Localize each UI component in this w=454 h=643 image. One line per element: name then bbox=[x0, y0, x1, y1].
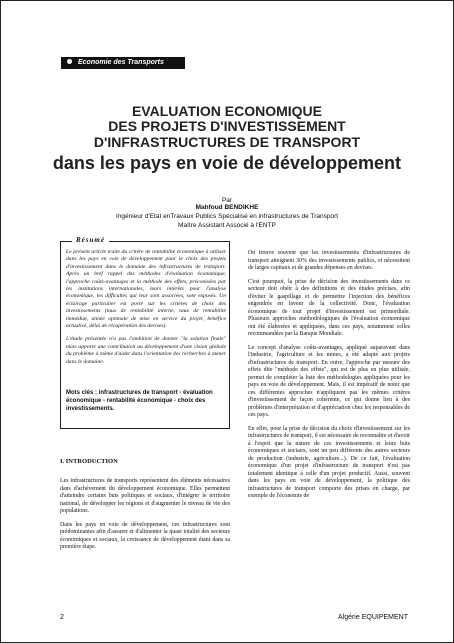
author-role-1: Ingénieur d'Etat enTravaux Publics Spécialisé en infrastructures de Transport bbox=[115, 213, 339, 220]
page-number: 2 bbox=[60, 614, 64, 621]
abstract-text bbox=[66, 249, 226, 372]
author-name: Mahfoud BENDIKHE bbox=[195, 204, 259, 211]
abstract-heading: Résumé bbox=[72, 236, 109, 244]
left-paragraph-2: Dans les pays en voie de développement, ces infrastructures sont prédominantes afin d'assurer et d'alimenter la quasi totalité des secteurs économiques et sociaux, la croissance de développement étant dans sa première étape. bbox=[60, 521, 230, 550]
keywords: Mots clés : infrastructures de transport - évaluation économique - rentabilité économique - choix des investissements. bbox=[66, 390, 213, 412]
abstract-paragraph-1: Le présent article traite du critère de rentabilité économique à utiliser dans les pays en voie de développement pour le choix des projets d'investissement dans le domaine des infrastructures de transport. Après un bref rappel des méthodes d'évaluation économique, l'approche coûts-avantages et la méthode des effets, préconisées par les institutions internationales, leurs intérêts pour l'analyse économique, les difficultés qui leur sont associées, sont exposés. Un éclairage particulier est porté sur les critères de choix des investissements (taux de rentabilité interne, taux de rentabilité immédiat, année optimale de mise en service du projet, bénéfice actualisé, délai de récupération des devises). bbox=[66, 249, 226, 330]
right-paragraph-1: On trouve souvent que les investissements d'infrastructures de transport atteignent 30% des investissements publics, et nécessitent de larges capitaux et de grandes dépenses en devises. bbox=[248, 250, 410, 271]
left-paragraph-1: Les infrastructures de transports représentent des éléments nécessaires dans d'achèvement du développement économique. Elles permettent d'atteindre certains buts politiques et sociaux, d'intégrer le territoire national, de développer les régions et d'augmenter le niveau de vie des populations. bbox=[60, 478, 230, 514]
right-column bbox=[248, 250, 410, 507]
author-par: Par bbox=[221, 197, 233, 204]
section-banner bbox=[61, 57, 185, 69]
right-paragraph-4: En effet, pour la prise de décision du choix d'investissement sur les infrastructures de transport, il est nécessaire de reconnaître et d'avoir à l'esprit que la nature de ces investissements et leurs buts économiques et sociaux, sont un peu différents des autres secteurs de production (industrie, agriculture...). De ce fait, l'évaluation économique d'un projet d'infrastructure de transport n'est pas totalement identique à celle d'un projet productif. Aussi, souvent dans les pays en voie de développement, la politique des infrastructures de transport comporte des prises en charge, par exemple de l'économie de bbox=[248, 425, 410, 499]
author-role-2: Maître Assistant Associé à l'ENTP bbox=[178, 222, 276, 229]
title-line-1: EVALUATION ECONOMIQUE bbox=[131, 103, 323, 119]
title-line-4: dans les pays en voie de développement bbox=[52, 153, 402, 173]
title-line-2: DES PROJETS D'INVESTISSEMENT bbox=[108, 118, 346, 134]
left-column bbox=[60, 478, 230, 558]
bullet-icon bbox=[67, 59, 72, 64]
section-label: Economie des Transports bbox=[78, 59, 164, 66]
right-paragraph-3: Le concept d'analyse coûts-avantages, appliqué auparavant dans l'industrie, l'agriculture et les mines, a été adapté aux projets d'infrastructures de transport. En outre, l'approche par mesure des effets dite "méthode des effets", qui est de plus en plus utilisée, permet de compléter la liste des méthodologies appliquées pour les pays en voie de développement. Mais, il est impératif de noter que ces différentes approches n'appliquent pas les mêmes critères d'investissement de façon cohérente, ce qui donne lieu à des problèmes d'interprétation et d'appréciation chez les responsables de ces pays. bbox=[248, 344, 410, 418]
introduction-heading: I. INTRODUCTION bbox=[60, 458, 118, 465]
right-paragraph-2: C'est pourquoi, la prise de décision des investissements dans ce secteur doit obéir à des définitions et des études précises, afin d'éviter le gaspillage et de permettre l'injection des bénéfices engendrés en faveur de la collectivité. Donc, l'évaluation économique de tout projet d'investissement est primordiale. Plusieurs approches méthodologiques de l'évaluation économique ont été élaborées et appliquées, dans ces pays, notamment celles recommandées par la Banque Mondiale. bbox=[248, 278, 410, 337]
abstract-paragraph-2: L'étude présentée n'a pas l'ambition de donner "la solution finale" mais apporte une contribution au développement d'une vision globale du problème à même d'aider dans l'orientation des recherches à mener dans le domaine. bbox=[66, 336, 226, 365]
journal-name: Algérie EQUIPEMENT bbox=[337, 614, 408, 621]
title-line-3: D'INFRASTRUCTURES DE TRANSPORT bbox=[93, 134, 361, 150]
